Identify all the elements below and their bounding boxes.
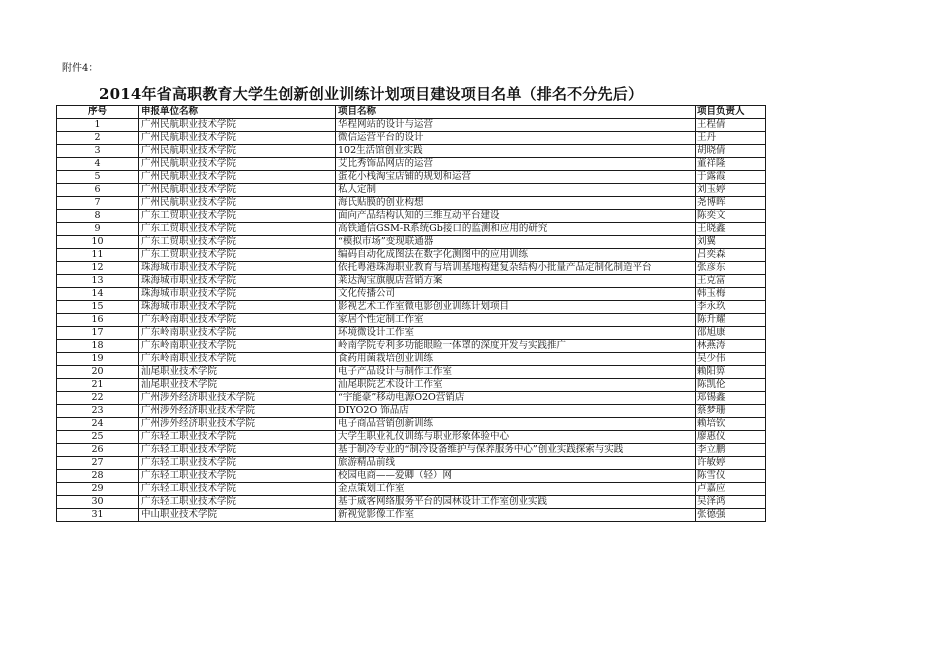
cell-project-lead: 陈凯伦 (696, 379, 766, 392)
cell-project-lead: 陈雪仪 (696, 470, 766, 483)
cell-serial-number: 12 (57, 262, 139, 275)
table-row (57, 392, 766, 405)
cell-project-name: 环境微设计工作室 (336, 327, 696, 340)
cell-applicant-unit: 广东岭南职业技术学院 (139, 314, 336, 327)
header-project-name: 项目名称 (336, 106, 696, 119)
cell-project-name: 微信运营平台的设计 (336, 132, 696, 145)
cell-serial-number: 3 (57, 145, 139, 158)
cell-project-name: 面向产品结构认知的三维互动平台建设 (336, 210, 696, 223)
cell-applicant-unit: 广东岭南职业技术学院 (139, 340, 336, 353)
table-row (57, 496, 766, 509)
cell-applicant-unit: 广州民航职业技术学院 (139, 158, 336, 171)
cell-project-name: 私人定制 (336, 184, 696, 197)
cell-serial-number: 24 (57, 418, 139, 431)
cell-project-lead: 廖惠仪 (696, 431, 766, 444)
cell-serial-number: 30 (57, 496, 139, 509)
cell-project-name: 金点策划工作室 (336, 483, 696, 496)
table-row (57, 275, 766, 288)
cell-serial-number: 29 (57, 483, 139, 496)
cell-serial-number: 26 (57, 444, 139, 457)
cell-project-lead: 王克富 (696, 275, 766, 288)
cell-project-lead: 韩玉梅 (696, 288, 766, 301)
cell-project-lead: 于露霞 (696, 171, 766, 184)
document-title: 2014年省高职教育大学生创新创业训练计划项目建设项目名单（排名不分先后） (99, 85, 644, 103)
table-row (57, 301, 766, 314)
cell-project-lead: 尧博晖 (696, 197, 766, 210)
cell-applicant-unit: 珠海城市职业技术学院 (139, 301, 336, 314)
cell-applicant-unit: 广州民航职业技术学院 (139, 132, 336, 145)
table-row (57, 379, 766, 392)
cell-applicant-unit: 广东工贸职业技术学院 (139, 236, 336, 249)
cell-applicant-unit: 汕尾职业技术学院 (139, 379, 336, 392)
cell-project-name: 校园电商——爱卿（轻）网 (336, 470, 696, 483)
table-row (57, 314, 766, 327)
cell-applicant-unit: 广东轻工职业技术学院 (139, 496, 336, 509)
cell-project-name: “宇能豪”移动电源O2O营销店 (336, 392, 696, 405)
cell-applicant-unit: 广州民航职业技术学院 (139, 171, 336, 184)
cell-project-lead: 陈升耀 (696, 314, 766, 327)
table-row (57, 509, 766, 522)
cell-applicant-unit: 广东岭南职业技术学院 (139, 353, 336, 366)
cell-applicant-unit: 广东轻工职业技术学院 (139, 431, 336, 444)
cell-serial-number: 7 (57, 197, 139, 210)
cell-serial-number: 21 (57, 379, 139, 392)
cell-serial-number: 18 (57, 340, 139, 353)
cell-serial-number: 15 (57, 301, 139, 314)
cell-project-name: 华程网站的设计与运营 (336, 119, 696, 132)
header-serial-number: 序号 (57, 106, 139, 119)
cell-project-name: 电子商品营销创新训练 (336, 418, 696, 431)
cell-project-lead: 张彦东 (696, 262, 766, 275)
table-row (57, 418, 766, 431)
cell-project-lead: 刘翼 (696, 236, 766, 249)
cell-serial-number: 2 (57, 132, 139, 145)
table-row (57, 340, 766, 353)
cell-serial-number: 17 (57, 327, 139, 340)
cell-project-lead: 吴少伟 (696, 353, 766, 366)
cell-project-lead: 赖阳箅 (696, 366, 766, 379)
cell-serial-number: 10 (57, 236, 139, 249)
cell-applicant-unit: 广州民航职业技术学院 (139, 119, 336, 132)
header-project-lead: 项目负责人 (696, 106, 766, 119)
cell-applicant-unit: 广州民航职业技术学院 (139, 145, 336, 158)
cell-project-lead: 王晓鑫 (696, 223, 766, 236)
cell-project-name: 家居个性定制工作室 (336, 314, 696, 327)
cell-project-lead: 蔡梦珊 (696, 405, 766, 418)
cell-project-name: 汕尾职院艺术设计工作室 (336, 379, 696, 392)
cell-project-lead: 胡晓倩 (696, 145, 766, 158)
table-row (57, 236, 766, 249)
project-list-table (56, 105, 766, 522)
cell-serial-number: 4 (57, 158, 139, 171)
cell-applicant-unit: 珠海城市职业技术学院 (139, 288, 336, 301)
cell-applicant-unit: 广东工贸职业技术学院 (139, 210, 336, 223)
cell-serial-number: 28 (57, 470, 139, 483)
cell-project-name: 电子产品设计与制作工作室 (336, 366, 696, 379)
cell-project-lead: 李永玖 (696, 301, 766, 314)
cell-serial-number: 6 (57, 184, 139, 197)
cell-project-name: 岭南学院专利多功能眼睑一体罩的深度开发与实践推广 (336, 340, 696, 353)
cell-serial-number: 19 (57, 353, 139, 366)
table-row (57, 470, 766, 483)
cell-applicant-unit: 广州涉外经济职业技术学院 (139, 405, 336, 418)
table-row (57, 184, 766, 197)
table-row (57, 171, 766, 184)
table-row (57, 444, 766, 457)
cell-project-name: 依托粤港珠海职业教育与培训基地构建复杂结构小批量产品定制化制造平台 (336, 262, 696, 275)
cell-serial-number: 9 (57, 223, 139, 236)
cell-applicant-unit: 广东岭南职业技术学院 (139, 327, 336, 340)
table-row (57, 249, 766, 262)
table-row (57, 288, 766, 301)
cell-project-name: 编码自动化成图法在数字化测图中的应用训练 (336, 249, 696, 262)
table-row (57, 366, 766, 379)
cell-serial-number: 25 (57, 431, 139, 444)
table-row (57, 327, 766, 340)
cell-applicant-unit: 汕尾职业技术学院 (139, 366, 336, 379)
cell-applicant-unit: 广东工贸职业技术学院 (139, 249, 336, 262)
cell-project-name: 蛋花小栈淘宝店铺的规划和运营 (336, 171, 696, 184)
cell-applicant-unit: 广东轻工职业技术学院 (139, 470, 336, 483)
cell-project-name: 高铁通信GSM-R系统Gb接口的监测和应用的研究 (336, 223, 696, 236)
cell-applicant-unit: 中山职业技术学院 (139, 509, 336, 522)
table-row (57, 431, 766, 444)
cell-project-lead: 陈奕文 (696, 210, 766, 223)
cell-applicant-unit: 广东轻工职业技术学院 (139, 444, 336, 457)
cell-serial-number: 22 (57, 392, 139, 405)
cell-applicant-unit: 广东轻工职业技术学院 (139, 483, 336, 496)
table-row (57, 145, 766, 158)
table-header-row (57, 106, 766, 119)
cell-project-lead: 王程倩 (696, 119, 766, 132)
table-row (57, 262, 766, 275)
cell-project-lead: 赖培钦 (696, 418, 766, 431)
cell-serial-number: 14 (57, 288, 139, 301)
cell-serial-number: 16 (57, 314, 139, 327)
table-row (57, 197, 766, 210)
cell-project-lead: 许敏婷 (696, 457, 766, 470)
cell-project-lead: 林燕涛 (696, 340, 766, 353)
cell-applicant-unit: 广东工贸职业技术学院 (139, 223, 336, 236)
cell-project-name: “模拟市场”变现联通器 (336, 236, 696, 249)
header-applicant-unit: 申报单位名称 (139, 106, 336, 119)
table-row (57, 457, 766, 470)
cell-applicant-unit: 广州民航职业技术学院 (139, 184, 336, 197)
cell-applicant-unit: 广州涉外经济职业技术学院 (139, 418, 336, 431)
cell-applicant-unit: 广州涉外经济职业技术学院 (139, 392, 336, 405)
table-row (57, 210, 766, 223)
cell-serial-number: 1 (57, 119, 139, 132)
cell-project-lead: 郑锡鑫 (696, 392, 766, 405)
table-row (57, 353, 766, 366)
table-row (57, 483, 766, 496)
cell-serial-number: 20 (57, 366, 139, 379)
cell-applicant-unit: 广州民航职业技术学院 (139, 197, 336, 210)
cell-project-lead: 张德强 (696, 509, 766, 522)
cell-project-name: 102生活馆创业实践 (336, 145, 696, 158)
cell-project-lead: 邵旭康 (696, 327, 766, 340)
cell-project-name: 旅游精品前线 (336, 457, 696, 470)
table-row (57, 405, 766, 418)
attachment-label: 附件4： (62, 63, 99, 74)
cell-project-lead: 王丹 (696, 132, 766, 145)
table-body (57, 119, 766, 522)
cell-serial-number: 13 (57, 275, 139, 288)
cell-project-lead: 刘玉婷 (696, 184, 766, 197)
cell-serial-number: 5 (57, 171, 139, 184)
cell-project-name: 艾比秀饰品网店的运营 (336, 158, 696, 171)
cell-project-name: 影视艺术工作室微电影创业训练计划项目 (336, 301, 696, 314)
cell-applicant-unit: 广东轻工职业技术学院 (139, 457, 336, 470)
cell-serial-number: 31 (57, 509, 139, 522)
table-row (57, 132, 766, 145)
cell-applicant-unit: 珠海城市职业技术学院 (139, 275, 336, 288)
cell-project-lead: 卢嘉应 (696, 483, 766, 496)
cell-project-name: 大学生职业礼仪训练与职业形象体验中心 (336, 431, 696, 444)
cell-project-name: 文化传播公司 (336, 288, 696, 301)
cell-project-name: 食药用菌栽培创业训练 (336, 353, 696, 366)
table-row (57, 158, 766, 171)
cell-project-name: DIYO2O 饰品店 (336, 405, 696, 418)
cell-project-lead: 吕奕森 (696, 249, 766, 262)
cell-project-name: 基于威客网络服务平台的园林设计工作室创业实践 (336, 496, 696, 509)
cell-project-name: 莱达淘宝旗舰店营销方案 (336, 275, 696, 288)
cell-applicant-unit: 珠海城市职业技术学院 (139, 262, 336, 275)
cell-project-name: 新视觉影像工作室 (336, 509, 696, 522)
cell-serial-number: 8 (57, 210, 139, 223)
table-row (57, 223, 766, 236)
cell-serial-number: 23 (57, 405, 139, 418)
cell-project-lead: 吴泽鸿 (696, 496, 766, 509)
cell-project-name: 海氏贴膜的创业构想 (336, 197, 696, 210)
cell-project-lead: 李立鹏 (696, 444, 766, 457)
table-row (57, 119, 766, 132)
cell-serial-number: 11 (57, 249, 139, 262)
cell-serial-number: 27 (57, 457, 139, 470)
cell-project-lead: 董祥隆 (696, 158, 766, 171)
cell-project-name: 基于制冷专业的“制冷设备维护与保养服务中心”创业实践探索与实践 (336, 444, 696, 457)
